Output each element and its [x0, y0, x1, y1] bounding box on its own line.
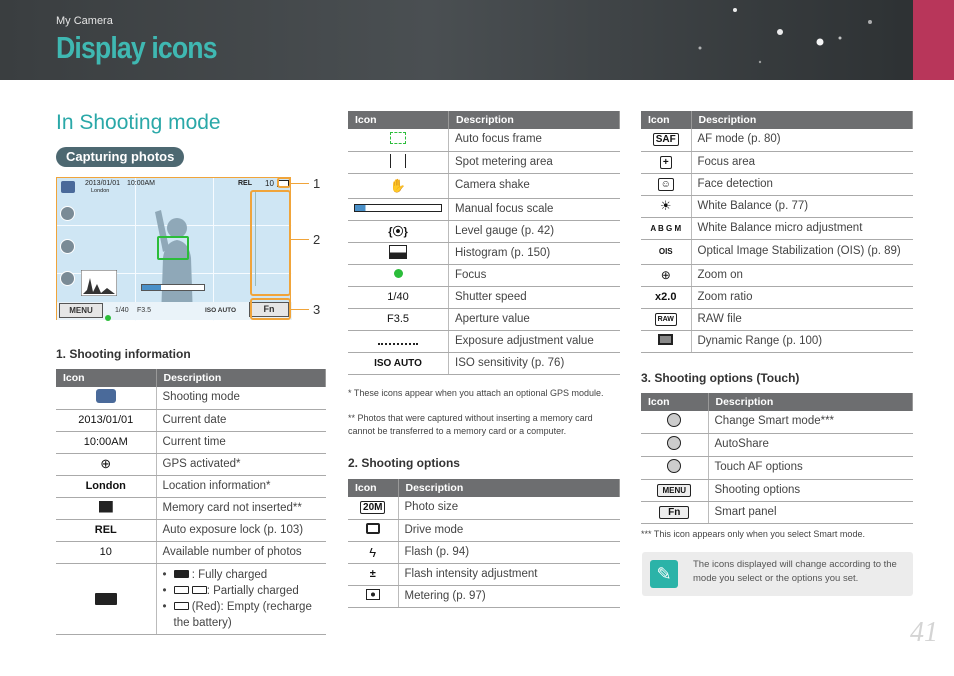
table-row: Touch AF options — [641, 456, 913, 479]
table-row: Shooting mode — [56, 387, 326, 409]
face-detection-icon: ☺ — [658, 178, 674, 191]
page-header — [0, 0, 954, 80]
touch-af-icon[interactable] — [60, 271, 75, 286]
table-row: Focus — [348, 264, 620, 286]
screen-iso: ISO AUTO — [205, 307, 237, 314]
table3-title: 2. Shooting options — [348, 456, 460, 470]
autoshare-icon[interactable] — [60, 239, 75, 254]
table-row: Drive mode — [348, 519, 620, 541]
level-gauge-icon: {⦿} — [388, 226, 408, 238]
table-row: Auto focus frame — [348, 129, 620, 151]
table-row: • : Fully charged • : Partially charged • (Red): Empty (recharge the battery) — [56, 563, 326, 634]
screen-count: 10 — [265, 179, 274, 188]
display-icons-table: Icon Description Auto focus frame Spot metering area ✋ Camera shake Manual focus scale {⦿} Level gauge (p. 42) Histogram (p. 150) Focus 1/40 Shutter speed F3.5 Aperture value Exposure adjustment value ISO AUTO ISO sensitivity (p. 76) — [348, 111, 620, 375]
table-row: London Location information* — [56, 475, 326, 497]
white-balance-icon: ☀ — [659, 198, 672, 213]
mf-scale — [141, 284, 205, 291]
focus-area-icon: + — [660, 156, 672, 169]
callout-box-1 — [277, 177, 291, 188]
callout-number-2: 2 — [313, 232, 321, 247]
af-options-table: Icon Description SAF AF mode (p. 80) + Focus area ☺ Face detection ☀ White Balance (p. 77) A B G M White Balance micro adjustment OIS Optical Image Stabilization (OIS) (p. 89) ⊕ Zoom on x2.0 Zoom ratio RAW RAW file Dynamic Range (p. 100) — [641, 111, 913, 353]
spot-metering-icon — [390, 154, 406, 168]
screen-city: London — [91, 188, 110, 194]
menu-button[interactable]: MENU — [59, 303, 103, 318]
table-row: ⊕ GPS activated* — [56, 453, 326, 475]
table-row: Change Smart mode*** — [641, 411, 913, 433]
table-row: ☺ Face detection — [641, 173, 913, 195]
chapter-tab — [913, 0, 954, 80]
tip-text: The icons displayed will change according to the mode you select or the options you set. — [693, 559, 897, 584]
table-row: ISO AUTO ISO sensitivity (p. 76) — [348, 352, 620, 374]
flash-icon: ϟ — [369, 544, 377, 560]
table-row: x2.0 Zoom ratio — [641, 286, 913, 308]
screen-shutter: 1/40 — [115, 307, 129, 314]
table-row: RAW RAW file — [641, 308, 913, 330]
af-frame — [157, 236, 189, 260]
sparkle-decoration — [640, 0, 920, 80]
table-row: SAF AF mode (p. 80) — [641, 129, 913, 151]
table-row: 20M Photo size — [348, 497, 620, 519]
histogram-icon — [389, 245, 407, 259]
page-title: Display icons — [56, 30, 217, 65]
table-row: MENU Shooting options — [641, 479, 913, 501]
photo-size-icon: 20M — [360, 501, 385, 514]
dynamic-range-icon — [658, 334, 673, 345]
table-row: OIS Optical Image Stabilization (OIS) (p. 89) — [641, 239, 913, 264]
callout-number-3: 3 — [313, 302, 321, 317]
section-title: In Shooting mode — [56, 111, 221, 134]
table-row: Dynamic Range (p. 100) — [641, 330, 913, 352]
table-row: 10 Available number of photos — [56, 541, 326, 563]
screen-date: 2013/01/01 — [85, 180, 121, 187]
af-mode-icon: SAF — [653, 133, 679, 146]
table-row: {⦿} Level gauge (p. 42) — [348, 220, 620, 242]
callout-box-2 — [250, 190, 291, 296]
pencil-icon: ✎ — [650, 560, 678, 588]
battery-full-icon — [95, 593, 117, 605]
table-row: + Focus area — [641, 151, 913, 173]
battery-full-icon — [174, 570, 189, 578]
table-row: 1/40 Shutter speed — [348, 286, 620, 308]
table-row: Metering (p. 97) — [348, 585, 620, 607]
table-row: ± Flash intensity adjustment — [348, 563, 620, 585]
footnote-gps: * These icons appear when you attach an optional GPS module. — [348, 388, 604, 398]
focus-dot — [105, 308, 111, 326]
table-row: ϟ Flash (p. 94) — [348, 541, 620, 563]
metering-icon — [366, 589, 380, 600]
flash-intensity-icon: ± — [369, 568, 376, 580]
callout-box-3 — [250, 298, 291, 320]
screen-time: 10:00AM — [127, 180, 156, 187]
table-row: AutoShare — [641, 433, 913, 456]
table-row: F3.5 Aperture value — [348, 308, 620, 330]
focus-icon — [394, 269, 403, 278]
menu-icon: MENU — [657, 484, 691, 497]
camera-shake-icon: ✋ — [389, 177, 407, 193]
screen-aperture: F3.5 — [137, 307, 152, 314]
fn-button[interactable]: Fn — [249, 302, 289, 317]
table-row: ✋ Camera shake — [348, 173, 620, 198]
af-frame-icon — [390, 132, 406, 144]
zoom-icon: ⊕ — [660, 268, 671, 282]
table-row: Memory card not inserted** — [56, 497, 326, 519]
table-row: Manual focus scale — [348, 198, 620, 220]
touch-af-icon — [667, 459, 681, 473]
table-row: ⊕ Zoom on — [641, 264, 913, 286]
shooting-mode-icon — [96, 389, 116, 403]
table1-title: 1. Shooting information — [56, 347, 191, 361]
table5-title: 3. Shooting options (Touch) — [641, 371, 800, 385]
table-row: A B G M White Balance micro adjustment — [641, 217, 913, 239]
callout-number-1: 1 — [313, 176, 321, 191]
table-row: Spot metering area — [348, 151, 620, 173]
footnote-smart: *** This icon appears only when you select Smart mode. — [641, 529, 865, 539]
battery-empty-icon — [174, 602, 189, 610]
tip-box — [642, 552, 913, 596]
shooting-options-table: Icon Description 20M Photo size Drive mode ϟ Flash (p. 94) ± Flash intensity adjustment Metering (p. 97) — [348, 479, 620, 608]
histogram-icon — [81, 270, 117, 296]
footnote-memory: ** Photos that were captured without inserting a memory card cannot be transferred to a memory card or a computer. — [348, 413, 593, 436]
battery-low-icon — [192, 586, 207, 594]
exposure-scale-icon — [378, 335, 418, 345]
fn-icon: Fn — [659, 506, 689, 519]
table-row: Exposure adjustment value — [348, 330, 620, 352]
table-row: 2013/01/01 Current date — [56, 409, 326, 431]
subsection-pill: Capturing photos — [56, 147, 184, 167]
touch-options-table: Icon Description Change Smart mode*** AutoShare Touch AF options MENU Shooting options Fn Smart panel — [641, 393, 913, 524]
gps-icon: ⊕ — [100, 456, 112, 471]
smart-mode-icon[interactable] — [60, 206, 75, 221]
table-row: Histogram (p. 150) — [348, 242, 620, 264]
table-row: REL Auto exposure lock (p. 103) — [56, 519, 326, 541]
table-row: 10:00AM Current time — [56, 431, 326, 453]
table-row: ☀ White Balance (p. 77) — [641, 195, 913, 217]
shooting-information-table: Icon Description Shooting mode 2013/01/01 Current date 10:00AM Current time ⊕ GPS activated* London Location information* Memory card not inserted** REL Auto exposure lock (p. 103) 10 Available number of photos • : Fully charged • : Partially charged • (Red): Empty (recharge the battery) — [56, 369, 326, 635]
no-memory-card-icon — [99, 501, 113, 513]
mf-scale-icon — [354, 204, 442, 212]
battery-partial-icon — [174, 586, 189, 594]
smart-mode-icon — [667, 413, 681, 427]
autoshare-icon — [667, 436, 681, 450]
page-number: 41 — [910, 617, 938, 648]
screen-rel: REL — [238, 180, 252, 187]
shooting-mode-icon — [61, 181, 75, 193]
table-row: Fn Smart panel — [641, 501, 913, 523]
raw-icon: RAW — [655, 313, 677, 326]
drive-mode-icon — [366, 523, 380, 534]
breadcrumb: My Camera — [56, 15, 113, 27]
